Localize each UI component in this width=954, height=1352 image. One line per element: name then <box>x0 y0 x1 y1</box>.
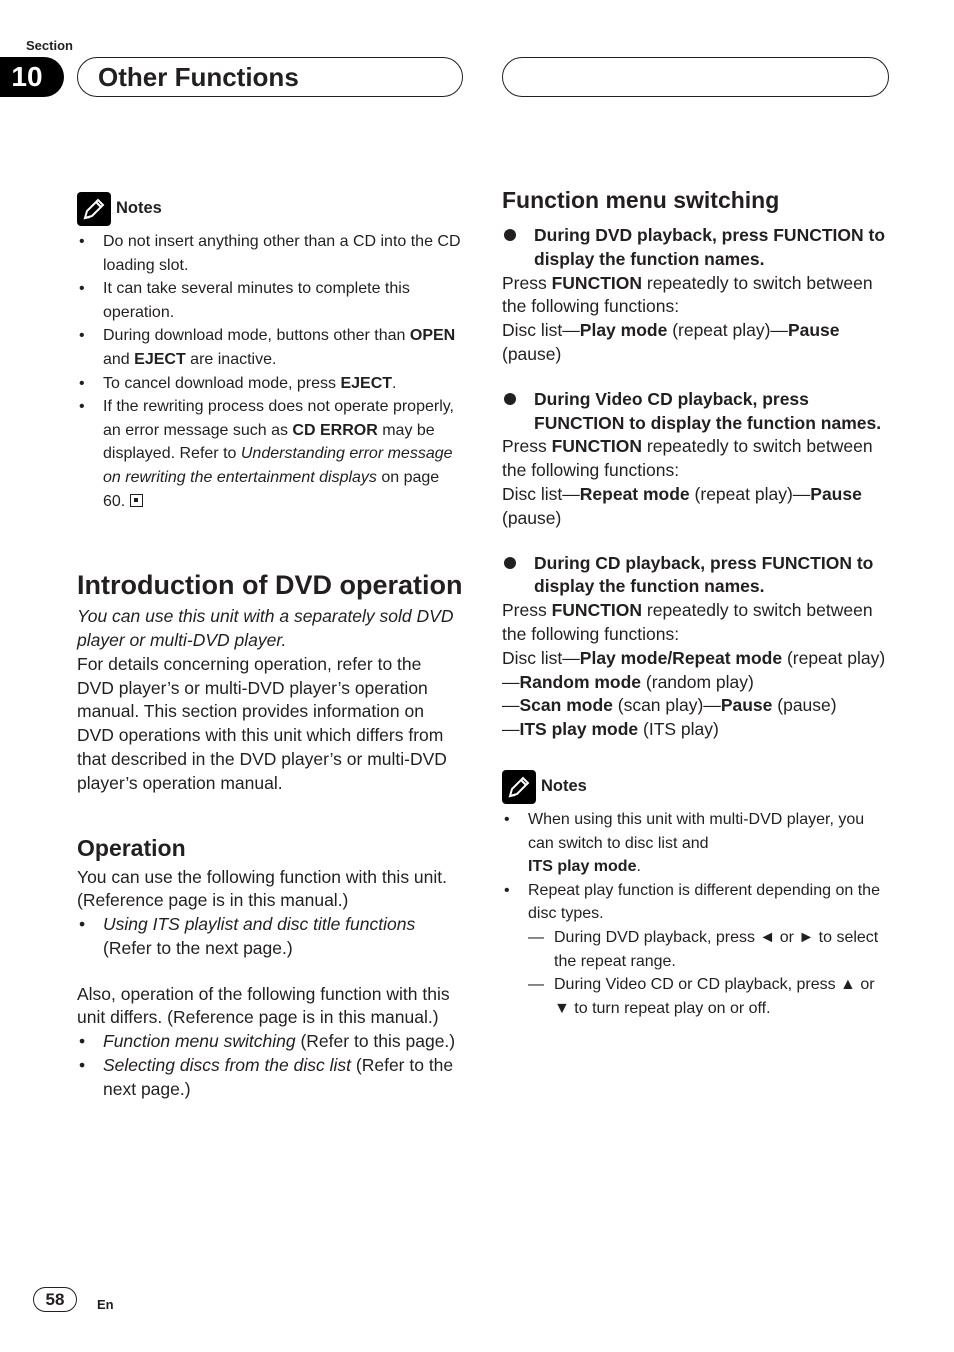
cd-sequence: Disc list—Play mode/Repeat mode (repeat play)—Random mode (random play) —Scan mode (scan play)—Pause (pause) —ITS play mode (ITS play) <box>502 647 886 740</box>
dvd-head: During DVD playback, press FUNCTION to display the function names. <box>502 224 892 272</box>
list-item: • When using this unit with multi-DVD player, you can switch to disc list and ITS play mode. <box>502 808 892 879</box>
section-number: 10 <box>0 57 64 97</box>
list-item: • If the rewriting process does not operate properly, an error message such as CD ERROR may be displayed. Refer to Understanding error message on rewriting the entertainment displays on page 60. <box>77 395 463 513</box>
function-menu-heading: Function menu switching <box>502 187 780 213</box>
list-item: • Using ITS playlist and disc title functions (Refer to the next page.) <box>77 913 463 961</box>
list-item: • It can take several minutes to complete this operation. <box>77 277 463 324</box>
notes-list <box>502 808 892 926</box>
page-number: 58 <box>33 1287 77 1312</box>
operation-paragraph-1: You can use the following function with this unit. (Reference page is in this manual.) <box>77 866 448 911</box>
left-column <box>77 192 463 1102</box>
language-label: En <box>97 1297 114 1312</box>
list-item: • Repeat play function is different depending on the disc types. <box>502 879 892 926</box>
cd-head: During CD playback, press FUNCTION to display the function names. <box>502 552 892 600</box>
cd-block <box>502 552 892 742</box>
operation-heading: Operation <box>77 834 186 861</box>
operation-paragraph-2: Also, operation of the following function with this unit differs. (Reference page is in this manual.) <box>77 983 450 1028</box>
dvd-press: Press FUNCTION repeatedly to switch between the following functions: <box>502 272 873 317</box>
pencil-note-icon <box>502 770 536 804</box>
vcd-head: During Video CD playback, press FUNCTION to display the function names. <box>502 388 892 436</box>
vcd-block <box>502 388 892 531</box>
pencil-note-icon <box>77 192 111 226</box>
dvd-sequence: Disc list—Play mode (repeat play)—Pause (pause) <box>502 320 840 364</box>
intro-heading: Introduction of DVD operation <box>77 570 463 601</box>
notes-list <box>77 230 463 513</box>
list-item: — During DVD playback, press ◄ or ► to select the repeat range. <box>502 926 892 973</box>
right-notes <box>502 770 892 1020</box>
list-item: — During Video CD or CD playback, press ▲ or ▼ to turn repeat play on or off. <box>502 973 892 1020</box>
notes-title: Notes <box>541 777 587 796</box>
list-item: • Do not insert anything other than a CD into the CD loading slot. <box>77 230 463 277</box>
notes-title: Notes <box>116 199 162 218</box>
list-item: • During download mode, buttons other than OPEN and EJECT are inactive. <box>77 324 463 371</box>
header-empty-box <box>502 57 889 97</box>
cd-press: Press FUNCTION repeatedly to switch between the following functions: <box>502 600 873 644</box>
operation-list-1 <box>77 913 463 961</box>
end-mark-icon <box>130 494 143 507</box>
intro-body: For details concerning operation, refer to the DVD player’s or multi-DVD player’s operation manual. This section provides information on DVD operations with this unit which differs from that described in the DVD player’s or multi-DVD player’s operation manual. <box>77 653 447 793</box>
intro-italic: You can use this unit with a separately sold DVD player or multi-DVD player. <box>77 606 454 650</box>
operation-list-2 <box>77 1030 463 1101</box>
list-item: • Selecting discs from the disc list (Refer to the next page.) <box>77 1054 463 1102</box>
dvd-block <box>502 224 892 367</box>
notes-header <box>77 192 463 226</box>
dash-list <box>502 926 892 1020</box>
list-item: • Function menu switching (Refer to this page.) <box>77 1030 463 1054</box>
vcd-press: Press FUNCTION repeatedly to switch between the following functions: <box>502 436 873 481</box>
section-label: Section <box>26 38 73 53</box>
right-column <box>502 186 892 1020</box>
notes-header <box>502 770 892 804</box>
list-item: • To cancel download mode, press EJECT. <box>77 372 463 396</box>
chapter-title <box>77 57 463 97</box>
chapter-title-text: Other Functions <box>98 61 299 92</box>
vcd-sequence: Disc list—Repeat mode (repeat play)—Pause (pause) <box>502 483 862 528</box>
